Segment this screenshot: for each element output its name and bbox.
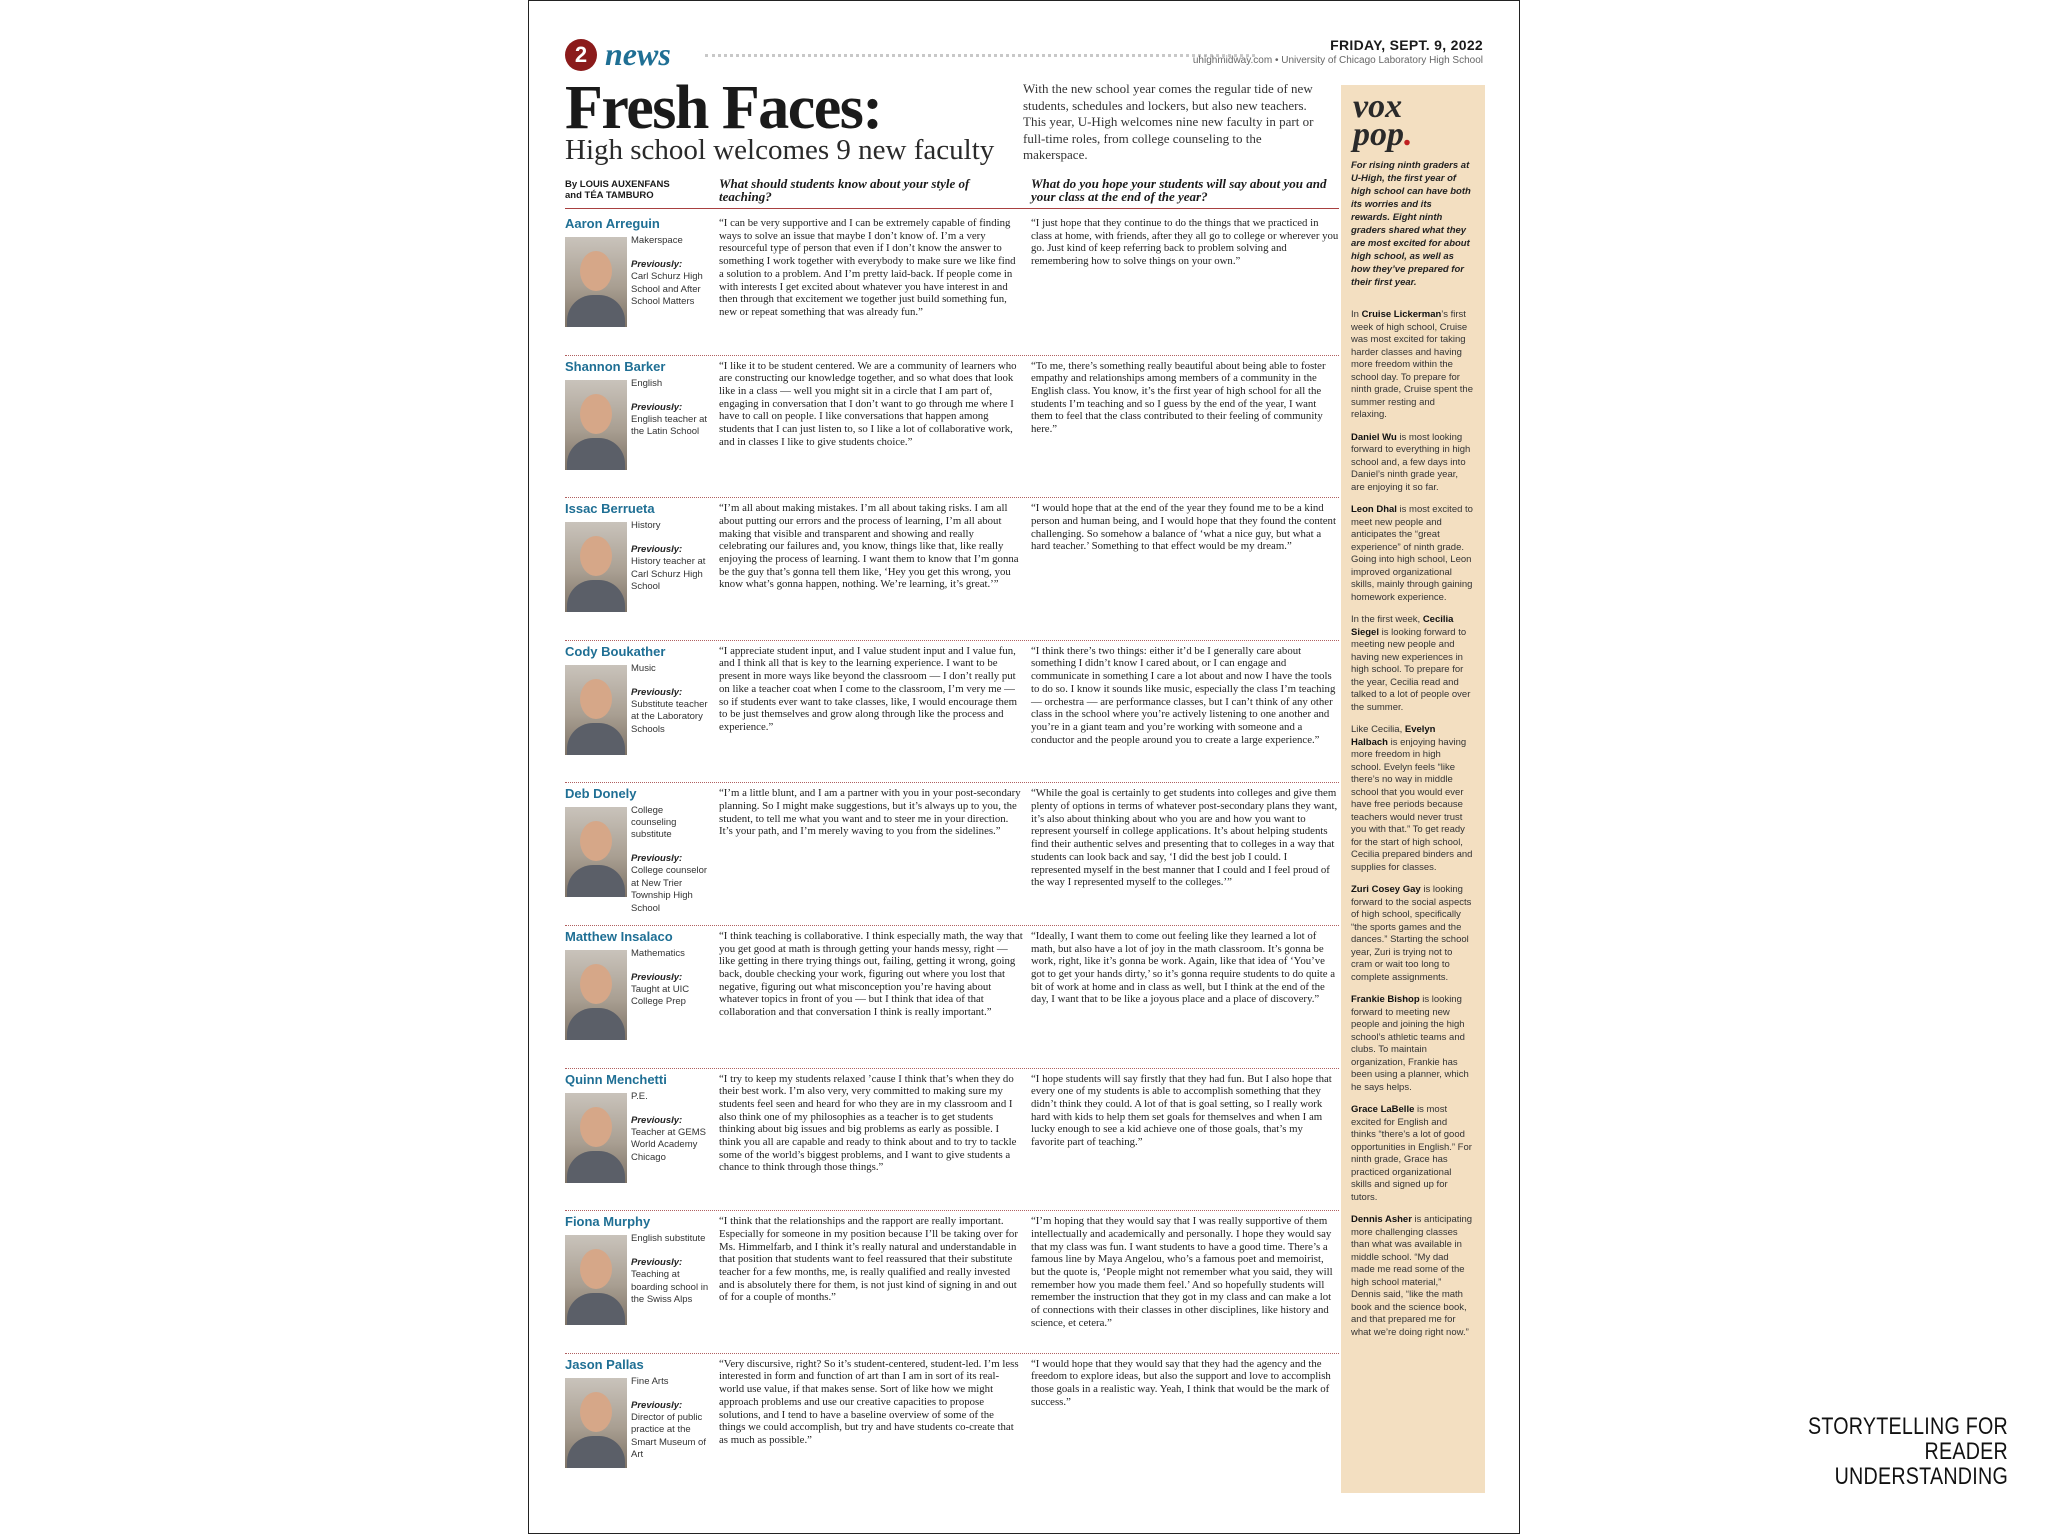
teacher-previous-role: Substitute teacher at the Laboratory Schools — [631, 698, 708, 735]
teacher-name: Fiona Murphy — [565, 1214, 651, 1230]
vox-pop-item-text: ’s first week of high school, Cruise was most excited for taking harder classes and having more freedom within the school day. To prepare for ninth grade, Cruise spent the summer resting and relaxing. — [1351, 309, 1473, 420]
headline: Fresh Faces: — [565, 74, 882, 142]
answer-teaching-style: “I appreciate student input, and I value student input and I value fun, and I think all that is key to the learning experience. I want to be present in more ways like beyond the classroom — I don’t really put on like a teacher coat when I come to the classroom, I’m very me — so if students ever want to take classes, like, I would encourage them to be just themselves and grow along through like the process and experience.” — [719, 644, 1018, 733]
teacher-subject: Fine Arts — [631, 1375, 669, 1387]
newspaper-page — [528, 0, 1520, 1534]
previously-label: Previously: — [631, 1399, 683, 1411]
answer-end-of-year-hope: “I’m hoping that they would say that I was really supportive of them intellectually and academically and personally. I hope they would say that my class was fun. I want students to have a good time. There’s a famous line by Maya Angelou, who’s a famous poet and memoirist, but the quote is, ‘People might not remember what you said, they will remember how you made them feel.’ And so hopefully students will remember the instruction that they got in my class and can make a lot of connections with their classes in other disciplines, like history and science, et cetera.” — [1031, 1215, 1333, 1329]
teacher-previous-role: Teacher at GEMS World Academy Chicago — [631, 1126, 706, 1163]
lede-paragraph: With the new school year comes the regular tide of new students, schedules and lockers, but also new teachers. This year, U-High welcomes nine new faculty in part or full-time roles, from college counseling to the makerspace. — [1023, 81, 1314, 162]
slide-caption — [1762, 1414, 2008, 1489]
photo-head-shape — [580, 251, 612, 291]
answer-teaching-style: “I’m a little blunt, and I am a partner with you in your post-secondary planning. So I might make suggestions, but it’s always up to you, the student, to tell me what you want and to steer me in your direction. It’s your path, and I’m merely waving to you from the sidelines.” — [719, 787, 1021, 838]
vox-pop-item — [1351, 432, 1473, 495]
vox-pop-item-lead: Like Cecilia, — [1351, 724, 1405, 735]
page-header — [565, 37, 1483, 71]
section-label: news — [605, 36, 671, 72]
vox-pop-item-lead: In — [1351, 309, 1362, 320]
byline-line-1: By LOUIS AUXENFANS — [565, 179, 670, 190]
photo-head-shape — [580, 679, 612, 719]
page-number: 2 — [565, 39, 597, 71]
previously-label: Previously: — [631, 401, 683, 413]
vox-pop-title-line-1: vox — [1353, 88, 1403, 125]
vox-pop-item-lead: In the first week, — [1351, 614, 1423, 625]
teacher-photo — [565, 1235, 627, 1325]
teacher-previous-role: Taught at UIC College Prep — [631, 983, 690, 1008]
photo-shoulders-shape — [567, 723, 625, 755]
answer-end-of-year-hope: “I would hope that at the end of the year they found me to be a kind person and human being, and I would hope that they found the content challenging. So somehow a balance of ‘what a nice guy, but what a hard teacher.’ Something to that effect would be my dream.” — [1031, 502, 1336, 553]
teacher-previous-role: History teacher at Carl Schurz High School — [631, 556, 706, 593]
teacher-photo — [565, 522, 627, 612]
teacher-subject: English substitute — [631, 1233, 706, 1245]
teacher-subject: Makerspace — [631, 235, 683, 246]
answer-end-of-year-hope: “I think there’s two things: either it’d be I generally care about something I didn’t know I cared about, or I can engage and communicate in something I care a lot about and now I have the tools to do so. I know it sounds like music, especially the class I’m teaching — orchestra — are performance classes, but I can’t think of any other class in the school where you’re actively listening to one another and you’re in a giant team and you’re working with someone and a conductor and the people around you to create a large experience.” — [1031, 644, 1336, 746]
teacher-row — [565, 498, 1339, 641]
student-name: Dennis Asher — [1351, 1214, 1412, 1225]
teacher-previous-role: Teaching at boarding school in the Swiss Alps — [631, 1269, 709, 1306]
previously-label: Previously: — [631, 1257, 683, 1269]
vox-pop-item-text: is anticipating more challenging classes than what was available in middle school. “My dad made me read some of the high school material,” Dennis said, “like the math book and the science book, and that prepared me for what we’re doing right now.” — [1351, 1214, 1473, 1338]
byline — [565, 179, 670, 201]
student-name: Leon Dhal — [1351, 504, 1397, 515]
vox-pop-item — [1351, 614, 1473, 714]
previously-label: Previously: — [631, 853, 683, 865]
teacher-row — [565, 1069, 1339, 1212]
answer-teaching-style: “I’m all about making mistakes. I’m all about taking risks. I am all about putting our errors and the process of learning, I’m all about making that visible and transparent and showing and really celebrating our failures and, you know, things like that, like really enjoying the process of learning. I want them to know that I’m gonna be the guy that’s gonna tell them like, ‘Hey you get this wrong, you know what’s gonna happen, nothing. We’re learning, it’s great.’” — [719, 502, 1019, 591]
teacher-photo — [565, 237, 627, 327]
photo-shoulders-shape — [567, 1008, 625, 1040]
teacher-row — [565, 1211, 1339, 1354]
teacher-row — [565, 783, 1339, 926]
photo-shoulders-shape — [567, 865, 625, 897]
answer-end-of-year-hope: “Ideally, I want them to come out feeling like they learned a lot of math, but also have a lot of joy in the math classroom. It’s gonna be work, right, like it’s gonna be work. Again, like that idea of ‘You’ve got to get your hands dirty,’ so it’s gonna require students to do quite a bit of work at home and in class as well, but I think at the end of the day, I want that to be like a joyous place and a place of discovery.” — [1031, 929, 1336, 1006]
teacher-subject: English — [631, 377, 663, 389]
header-rule — [565, 208, 1339, 209]
teacher-name: Aaron Arreguin — [565, 216, 660, 231]
caption-line-2: READER UNDERSTANDING — [1834, 1438, 2008, 1490]
vox-pop-sidebar — [1341, 85, 1485, 1493]
caption-line-1: STORYTELLING FOR — [1807, 1413, 2008, 1440]
photo-head-shape — [580, 1107, 612, 1147]
teacher-previous-role: College counselor at New Trier Township High School — [631, 865, 708, 914]
photo-shoulders-shape — [567, 1293, 625, 1325]
question-2-header: What do you hope your students will say about you and your class at the end of the year? — [1031, 176, 1327, 204]
student-name: Grace LaBelle — [1351, 1104, 1415, 1115]
student-name: Cecilia Siegel — [1351, 614, 1454, 638]
teacher-previous-role: English teacher at the Latin School — [631, 413, 708, 438]
answer-end-of-year-hope: “While the goal is certainly to get students into colleges and give them plenty of options in terms of whatever post-secondary plans they want, it’s also about thinking about who you are and how you want to represent yourself in college applications. It’s about helping students find their authentic selves and presenting that to colleges in a way that students can look back and say, ‘I did the best job I could. I represented myself in the best manner that I could and I feel proud of the way I represented myself to the colleges.’” — [1031, 787, 1338, 889]
teacher-row — [565, 356, 1339, 499]
vox-pop-item-text: is looking forward to meeting new people and joining the high school’s athletic teams and clubs. To maintain organization, Frankie has been using a planner, which he says helps. — [1351, 994, 1469, 1093]
teacher-name: Shannon Barker — [565, 358, 666, 374]
teacher-name: Deb Donely — [565, 786, 637, 802]
teacher-photo — [565, 665, 627, 755]
student-name: Daniel Wu — [1351, 431, 1397, 443]
teacher-photo — [565, 1378, 627, 1468]
vox-pop-items — [1351, 309, 1473, 1349]
answer-teaching-style: “I can be very supportive and I can be extremely capable of finding ways to solve an issue that maybe I don’t know of. I’m a very resourceful type of person that even if I don’t know the answer to something I work together with everybody to make sure we like find a solution to a problem. And I’m pretty laid-back. If people come in with interests I get excited about whatever you have interest in and then through that excitement we together just build something fun, new or repeat something that was already fun.” — [719, 217, 1016, 318]
teacher-previous-role: Director of public practice at the Smart Museum of Art — [631, 1411, 706, 1461]
teacher-subject: College counseling substitute — [631, 805, 677, 841]
photo-head-shape — [580, 536, 612, 576]
vox-pop-title — [1353, 88, 1413, 153]
question-1-header: What should students know about your style of teaching? — [719, 176, 970, 204]
answer-end-of-year-hope: “I just hope that they continue to do the things that we practiced in class at home, with friends, after they all go to college or wherever you go. Just kind of keep referring back to problem solving and remembering how to solve things on your own.” — [1031, 217, 1339, 268]
teacher-subject: History — [631, 520, 661, 532]
teacher-row — [565, 1354, 1339, 1497]
vox-pop-item-text: is enjoying having more freedom in high school. Evelyn feels “like there’s no way in middle school that you would ever have free periods because teachers would never trust you with that.” To get ready for the start of high school, Cecilia prepared binders and supplies for classes. — [1351, 736, 1473, 873]
site-credit: uhighmidway.com • University of Chicago Laboratory High School — [1192, 55, 1483, 66]
answer-end-of-year-hope: “I would hope that they would say that they had the agency and the freedom to explore ideas, but also the support and love to accomplish those goals in a realistic way. Yeah, I think that would be the mark of success.” — [1031, 1357, 1331, 1408]
vox-pop-item-text: is most looking forward to everything in high school and, a few days into Daniel’s ninth grade year, are enjoying it so far. — [1351, 431, 1471, 493]
vox-pop-item — [1351, 1214, 1473, 1339]
photo-shoulders-shape — [567, 580, 625, 612]
header-dotted-rule — [705, 54, 1255, 57]
photo-shoulders-shape — [567, 1151, 625, 1183]
answer-end-of-year-hope: “I hope students will say firstly that they had fun. But I also hope that every one of my students is able to accomplish something that they didn’t think they could. A lot of that is goal setting, so I really work hard with kids to help them set goals for themselves and when I am lucky enough to see a kid achieve one of those goals, that’s my favorite part of teaching.” — [1031, 1072, 1332, 1149]
vox-pop-item — [1351, 884, 1473, 984]
previously-label: Previously: — [631, 259, 683, 270]
byline-line-2: and TÉA TAMBURO — [565, 190, 654, 201]
answer-teaching-style: “I think that the relationships and the rapport are really important. Especially for someone in my position because I’ll be taking over for Ms. Himmelfarb, and I think it’s really natural and understandable in that position that students want to feel reassured that their substitute teacher for a few months, me, is really qualified and really invested and is absolutely there for them, is not just kind of signing in and out of for a couple of months.” — [719, 1215, 1018, 1304]
vox-pop-item-text: is most excited to meet new people and anticipates the “great experience” of ninth grade. Going into high school, Leon improved organizational skills, mainly through gaining homework experience. — [1351, 504, 1473, 603]
teacher-photo — [565, 950, 627, 1040]
vox-pop-item-text: is looking forward to meeting new people and having new experiences in high school. To prepare for the year, Cecilia read and talked to a lot of people over the summer. — [1351, 626, 1471, 713]
photo-shoulders-shape — [567, 1436, 625, 1468]
vox-pop-item — [1351, 724, 1473, 874]
vox-pop-item — [1351, 1104, 1473, 1204]
teacher-subject: Mathematics — [631, 947, 685, 959]
answer-teaching-style: “I try to keep my students relaxed ’cause I think that’s when they do their best work. I’m also very, very committed to making sure my students feel seen and heard for who they are in my classroom and I also think one of my philosophies as a teacher is to get students thinking about big issues and big problems as early as possible. I think you all are capable and ready to think about and to try to tackle some of the world’s biggest problems, and I want to give students a chance to think through those things.” — [719, 1072, 1017, 1174]
previously-label: Previously: — [631, 1114, 683, 1126]
student-name: Zuri Cosey Gay — [1351, 884, 1421, 895]
photo-shoulders-shape — [567, 295, 625, 327]
teacher-name: Jason Pallas — [565, 1356, 644, 1372]
vox-pop-item-text: is looking forward to the social aspects of high school, specifically “the sports games and the dances.” Starting the school year, Zuri is trying not to cram or wait too long to complete assignments. — [1351, 884, 1472, 983]
teacher-subject: P.E. — [631, 1090, 648, 1102]
vox-pop-item-text: is most excited for English and thinks “there’s a lot of good opportunities in English.” For ninth grade, Grace has practiced organizational skills and signed up for tutors. — [1351, 1104, 1472, 1203]
student-name: Evelyn Halbach — [1351, 724, 1436, 748]
vox-pop-item — [1351, 504, 1473, 604]
photo-head-shape — [580, 821, 612, 861]
previously-label: Previously: — [631, 971, 683, 983]
answer-teaching-style: “I like it to be student centered. We are a community of learners who are constructing our knowledge together, and so what does that look like in a class — well you might sit in a circle that I am part of, engaging in conversation that I don’t want to go through me where I have to call on people. I like conversations that happen among students that I can just listen to, so I like a lot of collaborative work, and in classes I like to give students choice.” — [719, 359, 1017, 448]
teacher-row — [565, 213, 1339, 356]
photo-head-shape — [580, 1249, 612, 1289]
teacher-name: Quinn Menchetti — [565, 1071, 667, 1087]
previously-label: Previously: — [631, 686, 683, 698]
teacher-photo — [565, 380, 627, 470]
teacher-row — [565, 641, 1339, 784]
vox-pop-intro: For rising ninth graders at U-High, the first year of high school can have both its worries and its rewards. Eight ninth graders shared what they are most excited for about high school, as well as how they’ve prepared for their first year. — [1351, 160, 1471, 288]
teacher-list — [565, 213, 1339, 1496]
photo-shoulders-shape — [567, 438, 625, 470]
teacher-previous-role: Carl Schurz High School and After School Matters — [631, 271, 703, 307]
vox-pop-item — [1351, 309, 1473, 422]
answer-teaching-style: “I think teaching is collaborative. I think especially math, the way that you get good at math is through getting your hands messy, right — like getting in there trying things out, failing, getting it wrong, going back, double checking your work, figuring out where you lost that negative, figuring out what misconception you’re having about whatever topics in front of you — but I think that idea of that collaboration and that conversation I think is really important.” — [719, 929, 1023, 1019]
teacher-photo — [565, 1093, 627, 1183]
photo-head-shape — [580, 394, 612, 434]
teacher-row — [565, 926, 1339, 1069]
teacher-subject: Music — [631, 662, 656, 674]
vox-pop-item — [1351, 994, 1473, 1094]
answer-end-of-year-hope: “To me, there’s something really beautiful about being able to foster empathy and relationships among members of a community in the English class. You know, it’s the first year of high school for all the students I’m teaching and so I guess by the end of the year, I want them to feel that the class contributed to their feeling of community here.” — [1031, 359, 1326, 436]
student-name: Cruise Lickerman — [1361, 309, 1442, 320]
teacher-name: Issac Berrueta — [565, 501, 655, 517]
previously-label: Previously: — [631, 544, 683, 556]
photo-head-shape — [580, 964, 612, 1004]
subheadline: High school welcomes 9 new faculty — [565, 134, 995, 166]
issue-date: FRIDAY, SEPT. 9, 2022 — [1330, 37, 1483, 53]
teacher-name: Matthew Insalaco — [565, 928, 673, 944]
answer-teaching-style: “Very discursive, right? So it’s student-centered, student-led. I’m less interested in form and function of art than I am in sort of its real-world use value, if that makes sense. Sort of like how we might approach problems and use our creative capacities to propose solutions, and I tend to have a baseline overview of some of the things we could accomplish, but try and have students co-create that as much as possible.” — [719, 1357, 1019, 1446]
vox-pop-title-line-2: pop. — [1353, 116, 1413, 153]
teacher-name: Cody Boukather — [565, 643, 666, 659]
photo-head-shape — [580, 1392, 612, 1432]
student-name: Frankie Bishop — [1351, 994, 1420, 1005]
teacher-photo — [565, 807, 627, 897]
